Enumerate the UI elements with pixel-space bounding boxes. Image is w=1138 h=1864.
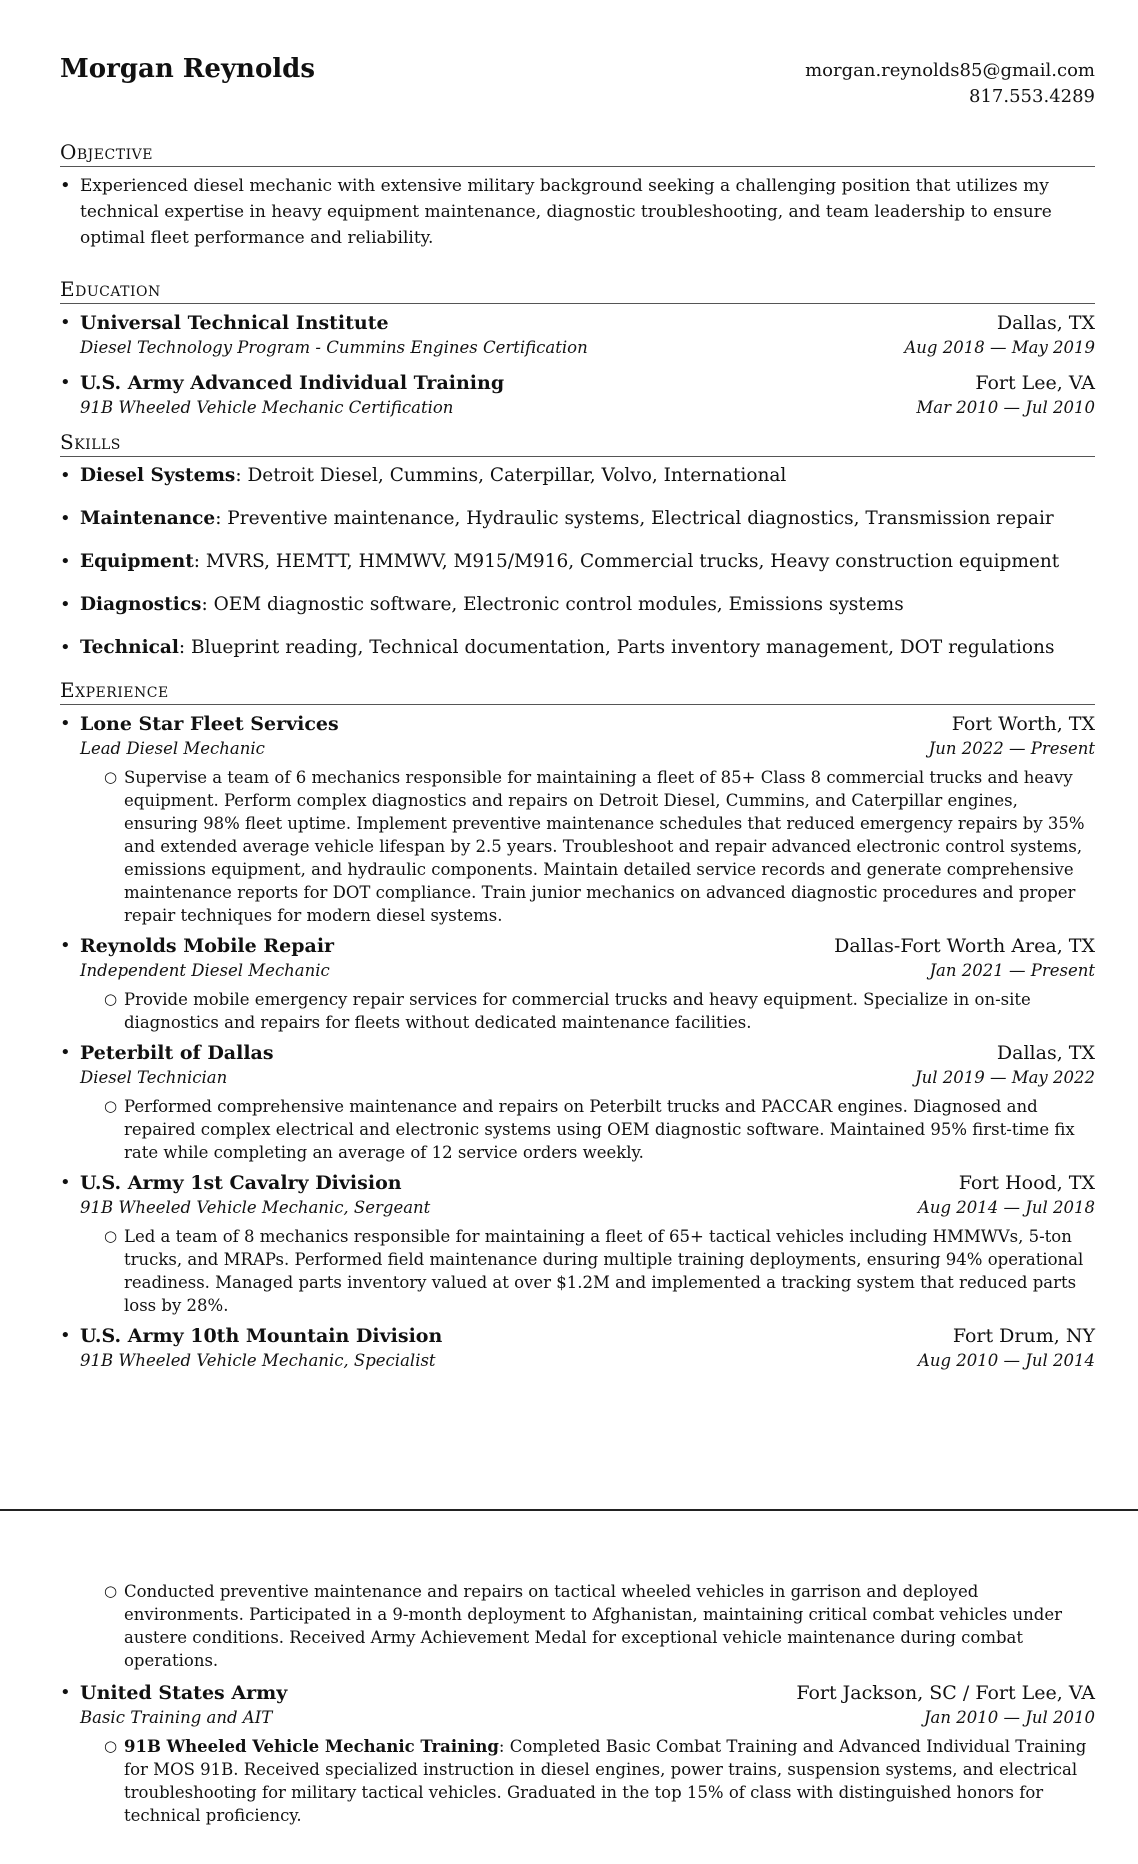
experience-role: Independent Diesel Mechanic	[80, 961, 330, 980]
experience-section	[60, 678, 1095, 1373]
experience-location: Dallas, TX	[996, 1042, 1095, 1064]
experience-detail	[104, 1580, 1095, 1672]
experience-role: 91B Wheeled Vehicle Mechanic, Specialist	[80, 1351, 436, 1370]
experience-entry	[60, 711, 1095, 927]
skill-category: Diagnostics	[80, 594, 202, 615]
skill-category: Equipment	[80, 551, 194, 572]
experience-entry	[60, 1323, 1095, 1373]
circle-bullet-icon: ○	[104, 1097, 118, 1115]
experience-detail-text: Performed comprehensive maintenance and repairs on Peterbilt trucks and PACCAR engines. Diagnosed and repaired complex electrical and electronic systems using OEM diagnostic software. Maintained 95% first-time fix rate while completing an average of 12 service orders weekly.	[124, 1097, 1075, 1162]
education-section	[60, 277, 1095, 420]
experience-location: Fort Jackson, SC / Fort Lee, VA	[796, 1682, 1095, 1704]
education-location: Fort Lee, VA	[975, 372, 1095, 394]
objective-text: Experienced diesel mechanic with extensive military background seeking a challenging position that utilizes my technical expertise in heavy equipment maintenance, diagnostic troubleshooting, and team leadership to ensure optimal fleet performance and reliability.	[80, 176, 1052, 248]
bullet-icon: •	[60, 1172, 71, 1193]
circle-bullet-icon: ○	[104, 768, 118, 786]
experience-detail-text: Provide mobile emergency repair services for commercial trucks and heavy equipment. Specialize in on-site diagnostics and repairs for fleets without dedicated maintenance facilities.	[124, 990, 1031, 1032]
skill-item	[60, 635, 1095, 661]
bullet-icon: •	[60, 1042, 71, 1063]
bullet-icon: •	[60, 594, 71, 615]
skill-item	[60, 463, 1095, 489]
experience-company: U.S. Army 10th Mountain Division	[80, 1325, 443, 1347]
experience-detail-text: Led a team of 8 mechanics responsible for maintaining a fleet of 65+ tactical vehicles including HMMWVs, 5-ton trucks, and MRAPs. Performed field maintenance during multiple training deployments, ensuring 94% operational readiness. Managed parts inventory valued at over $1.2M and implemented a tracking system that reduced parts loss by 28%.	[124, 1227, 1084, 1315]
circle-bullet-icon: ○	[104, 1227, 118, 1245]
experience-detail	[104, 1735, 1095, 1827]
skill-list: : Preventive maintenance, Hydraulic systems, Electrical diagnostics, Transmission repair	[215, 508, 1054, 529]
education-program: 91B Wheeled Vehicle Mechanic Certification	[80, 398, 454, 417]
contact-info	[805, 58, 1095, 110]
experience-dates: Jan 2021 — Present	[929, 961, 1095, 980]
experience-role: Diesel Technician	[80, 1068, 228, 1087]
resume-page-1	[60, 50, 1095, 1379]
education-program: Diesel Technology Program - Cummins Engines Certification	[80, 338, 588, 357]
skill-list: : MVRS, HEMTT, HMMWV, M915/M916, Commercial trucks, Heavy construction equipment	[193, 551, 1060, 572]
resume-page-2	[60, 1580, 1095, 1833]
section-title-skills: Skills	[60, 430, 1095, 457]
education-entry	[60, 310, 1095, 360]
education-entry	[60, 370, 1095, 420]
experience-detail-text: Supervise a team of 6 mechanics responsible for maintaining a fleet of 85+ Class 8 commercial trucks and heavy equipment. Perform complex diagnostics and repairs on Detroit Diesel, Cummins, and Caterpillar engines, ensuring 98% fleet uptime. Implement preventive maintenance schedules that reduced emergency repairs by 35% and extended average vehicle lifespan by 2.5 years. Troubleshoot and repair advanced electronic control systems, emissions equipment, and hydraulic components. Maintain detailed service records and generate comprehensive maintenance reports for DOT compliance. Train junior mechanics on advanced diagnostic procedures and proper repair techniques for modern diesel systems.	[124, 768, 1085, 925]
experience-company: U.S. Army 1st Cavalry Division	[80, 1172, 402, 1194]
experience-role: Basic Training and AIT	[80, 1708, 273, 1727]
circle-bullet-icon: ○	[104, 990, 118, 1008]
experience-company: Lone Star Fleet Services	[80, 713, 339, 735]
objective-section	[60, 140, 1095, 251]
experience-dates: Jun 2022 — Present	[928, 739, 1095, 758]
experience-dates: Jan 2010 — Jul 2010	[923, 1708, 1095, 1727]
education-institution: Universal Technical Institute	[80, 312, 389, 334]
skill-item	[60, 592, 1095, 618]
bullet-icon: •	[60, 935, 71, 956]
experience-dates: Aug 2010 — Jul 2014	[917, 1351, 1095, 1370]
experience-entry	[60, 1040, 1095, 1164]
section-title-education: Education	[60, 277, 1095, 304]
experience-dates: Aug 2014 — Jul 2018	[917, 1198, 1095, 1217]
experience-entry	[60, 1680, 1095, 1827]
skills-section	[60, 430, 1095, 661]
page-break-divider	[0, 1509, 1138, 1511]
experience-detail	[104, 988, 1095, 1034]
bullet-icon: •	[60, 372, 71, 393]
experience-location: Fort Hood, TX	[958, 1172, 1095, 1194]
experience-role: Lead Diesel Mechanic	[80, 739, 265, 758]
experience-detail	[104, 1225, 1095, 1317]
skill-item	[60, 549, 1095, 575]
section-title-objective: Objective	[60, 140, 1095, 167]
experience-dates: Jul 2019 — May 2022	[914, 1068, 1095, 1087]
experience-location: Dallas-Fort Worth Area, TX	[834, 935, 1095, 957]
bullet-icon: •	[60, 1325, 71, 1346]
circle-bullet-icon: ○	[104, 1737, 118, 1755]
experience-company: Reynolds Mobile Repair	[80, 935, 335, 957]
experience-detail	[104, 1095, 1095, 1164]
experience-detail-text: Conducted preventive maintenance and repairs on tactical wheeled vehicles in garrison and deployed environments. Participated in a 9-month deployment to Afghanistan, maintaining critical combat vehicles under austere conditions. Received Army Achievement Medal for exceptional vehicle maintenance during combat operations.	[124, 1582, 1062, 1670]
experience-detail-body: : Completed Basic Combat Training and Advanced Individual Training for MOS 91B. Received specialized instruction in diesel engines, power trains, suspension systems, and electrical troubleshooting for military tactical vehicles. Graduated in the top 15% of class with distinguished honors for technical proficiency.	[124, 1737, 1087, 1825]
skill-list: : Detroit Diesel, Cummins, Caterpillar, Volvo, International	[235, 465, 787, 486]
candidate-name: Morgan Reynolds	[60, 54, 315, 84]
experience-detail-text	[124, 1735, 1095, 1827]
experience-role: 91B Wheeled Vehicle Mechanic, Sergeant	[80, 1198, 431, 1217]
experience-detail	[104, 766, 1095, 927]
skill-list: : OEM diagnostic software, Electronic control modules, Emissions systems	[201, 594, 904, 615]
contact-email[interactable]: morgan.reynolds85@gmail.com	[805, 60, 1095, 81]
education-location: Dallas, TX	[996, 312, 1095, 334]
education-dates: Aug 2018 — May 2019	[904, 338, 1095, 357]
skill-list: : Blueprint reading, Technical documentation, Parts inventory management, DOT regulations	[178, 637, 1055, 658]
bullet-icon: •	[60, 713, 71, 734]
bullet-icon: •	[60, 508, 71, 529]
experience-location: Fort Worth, TX	[951, 713, 1095, 735]
skill-category: Diesel Systems	[80, 465, 236, 486]
experience-entry	[60, 1170, 1095, 1317]
bullet-icon: •	[60, 312, 71, 333]
section-title-experience: Experience	[60, 678, 1095, 705]
skill-item	[60, 506, 1095, 532]
bullet-icon: •	[60, 175, 71, 196]
bullet-icon: •	[60, 637, 71, 658]
contact-phone[interactable]: 817.553.4289	[969, 86, 1095, 107]
experience-location: Fort Drum, NY	[952, 1325, 1095, 1347]
skill-category: Maintenance	[80, 508, 216, 529]
experience-company: Peterbilt of Dallas	[80, 1042, 274, 1064]
education-dates: Mar 2010 — Jul 2010	[916, 398, 1095, 417]
bullet-icon: •	[60, 465, 71, 486]
experience-entry	[60, 933, 1095, 1034]
circle-bullet-icon: ○	[104, 1582, 118, 1600]
education-institution: U.S. Army Advanced Individual Training	[80, 372, 505, 394]
objective-item	[60, 173, 1095, 251]
bullet-icon: •	[60, 1682, 71, 1703]
skill-category: Technical	[80, 637, 179, 658]
bullet-icon: •	[60, 551, 71, 572]
experience-company: United States Army	[80, 1682, 288, 1704]
resume-header	[60, 50, 1095, 140]
experience-detail-lead: 91B Wheeled Vehicle Mechanic Training	[124, 1737, 499, 1756]
